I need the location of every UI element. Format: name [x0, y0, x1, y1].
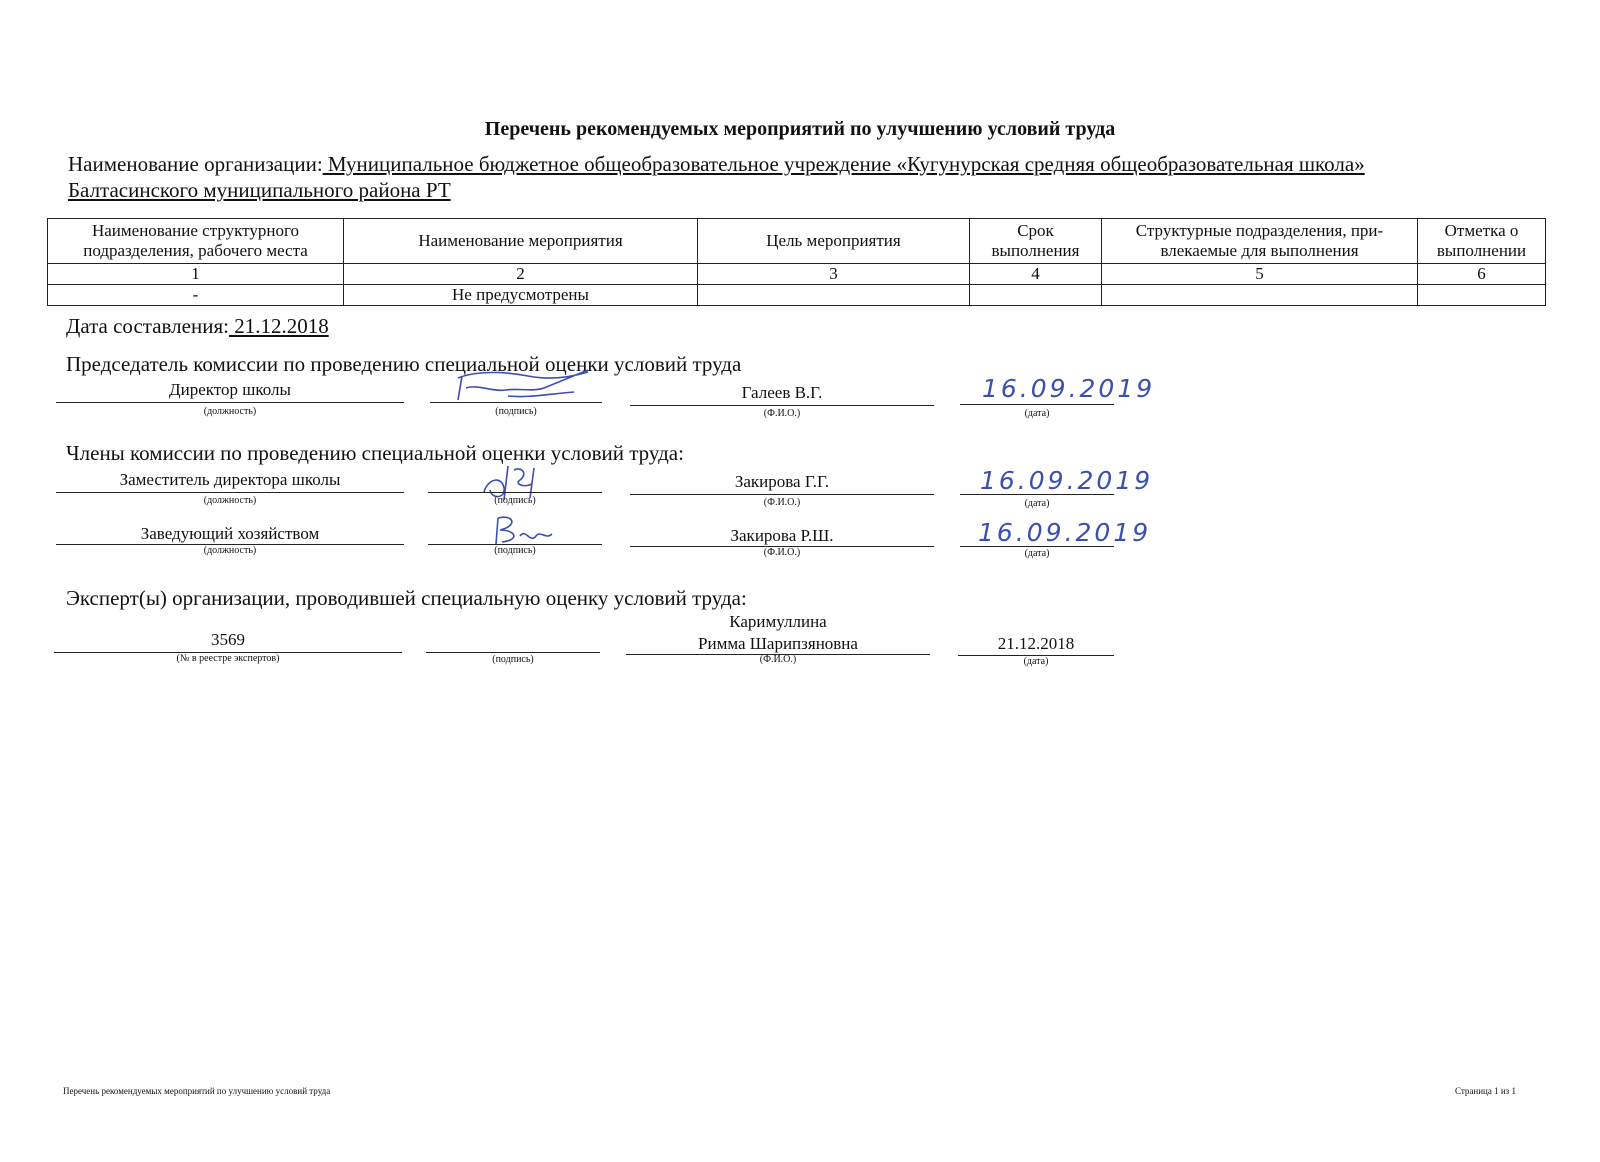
table-header-cell: Отметка о выполнении	[1418, 219, 1546, 264]
chairman-heading: Председатель комиссии по проведению специальной оценки условий труда	[66, 352, 742, 376]
column-number: 4	[970, 264, 1102, 285]
date-caption: (дата)	[1024, 408, 1050, 419]
signature-caption: (подпись)	[492, 654, 534, 665]
column-number: 3	[698, 264, 970, 285]
member-1-date-line	[960, 494, 1114, 495]
organization-label: Наименование организации:	[68, 152, 323, 176]
measures-table	[47, 218, 1546, 306]
member-2-date-handwritten: 16.09.2019	[978, 518, 1152, 547]
fio-caption: (Ф.И.О.)	[763, 408, 801, 419]
chairman-position-line	[56, 402, 404, 403]
signature-caption: (подпись)	[494, 545, 536, 556]
member-1-date-handwritten: 16.09.2019	[980, 466, 1154, 495]
expert-name-line1: Каримуллина	[729, 612, 827, 631]
position-caption: (должность)	[203, 545, 257, 556]
table-header-cell: Наименование структурного подразделения, рабочего места	[48, 219, 344, 264]
table-cell	[970, 285, 1102, 306]
chairman-signature	[448, 366, 598, 406]
expert-name-line2: Римма Шарипзяновна	[698, 634, 858, 653]
member-2-position: Заведующий хозяйством	[140, 524, 320, 543]
date-compiled-value: 21.12.2018	[228, 314, 329, 338]
expert-heading: Эксперт(ы) организации, проводившей специальную оценку условий труда:	[66, 586, 747, 610]
signature-caption: (подпись)	[495, 406, 537, 417]
chairman-name: Галеев В.Г.	[741, 383, 823, 402]
column-number-row	[48, 264, 1546, 285]
table-cell	[1418, 285, 1546, 306]
expert-registry-number: 3569	[211, 630, 245, 649]
fio-caption: (Ф.И.О.)	[763, 547, 801, 558]
position-caption: (должность)	[203, 495, 257, 506]
table-cell	[698, 285, 970, 306]
member-1-signature-line	[428, 492, 602, 493]
table-cell: Не предусмотрены	[344, 285, 698, 306]
signature-caption: (подпись)	[494, 495, 536, 506]
table-header-cell: Срок выполнения	[970, 219, 1102, 264]
position-caption: (должность)	[203, 406, 257, 417]
member-1-position: Заместитель директора школы	[119, 470, 341, 489]
members-heading: Члены комиссии по проведению специальной оценки условий труда:	[66, 441, 684, 465]
table-header-cell: Наименование мероприятия	[344, 219, 698, 264]
registry-caption: (№ в реестре экспертов)	[176, 653, 280, 664]
column-number: 6	[1418, 264, 1546, 285]
table-header-row	[48, 219, 1546, 264]
column-number: 2	[344, 264, 698, 285]
chairman-position: Директор школы	[169, 380, 291, 399]
table-header-cell: Цель мероприятия	[698, 219, 970, 264]
chairman-date-handwritten: 16.09.2019	[982, 374, 1156, 403]
member-2-name: Закирова Р.Ш.	[730, 526, 834, 545]
document-title: Перечень рекомендуемых мероприятий по улучшению условий труда	[484, 118, 1116, 140]
table-cell	[1102, 285, 1418, 306]
column-number: 1	[48, 264, 344, 285]
organization-line-2	[68, 178, 451, 203]
table-row	[48, 285, 1546, 306]
organization-line	[68, 152, 1365, 177]
expert-date: 21.12.2018	[997, 634, 1075, 653]
date-compiled	[66, 314, 329, 339]
table-header-cell: Структурные подразделения, при-влекаемые для выполнения	[1102, 219, 1418, 264]
table-cell: -	[48, 285, 344, 306]
organization-name-line2: Балтасинского муниципального района РТ	[68, 178, 451, 202]
chairman-signature-line	[430, 402, 602, 403]
fio-caption: (Ф.И.О.)	[759, 654, 797, 665]
chairman-date-line	[960, 404, 1114, 405]
expert-signature-line	[426, 652, 600, 653]
date-caption: (дата)	[1023, 656, 1049, 667]
fio-caption: (Ф.И.О.)	[763, 497, 801, 508]
footer-document-name: Перечень рекомендуемых мероприятий по улучшению условий труда	[63, 1086, 331, 1096]
member-1-position-line	[56, 492, 404, 493]
date-caption: (дата)	[1024, 498, 1050, 509]
date-caption: (дата)	[1024, 548, 1050, 559]
member-2-date-line	[960, 546, 1114, 547]
chairman-name-line	[630, 405, 934, 406]
date-compiled-label: Дата составления:	[66, 314, 229, 338]
footer-page-number: Страница 1 из 1	[1455, 1086, 1516, 1096]
member-1-name: Закирова Г.Г.	[734, 472, 830, 491]
member-1-name-line	[630, 494, 934, 495]
organization-name-line1: Муниципальное бюджетное общеобразовательное учреждение «Кугунурская средняя общеобразовательная школа»	[322, 152, 1365, 176]
column-number: 5	[1102, 264, 1418, 285]
